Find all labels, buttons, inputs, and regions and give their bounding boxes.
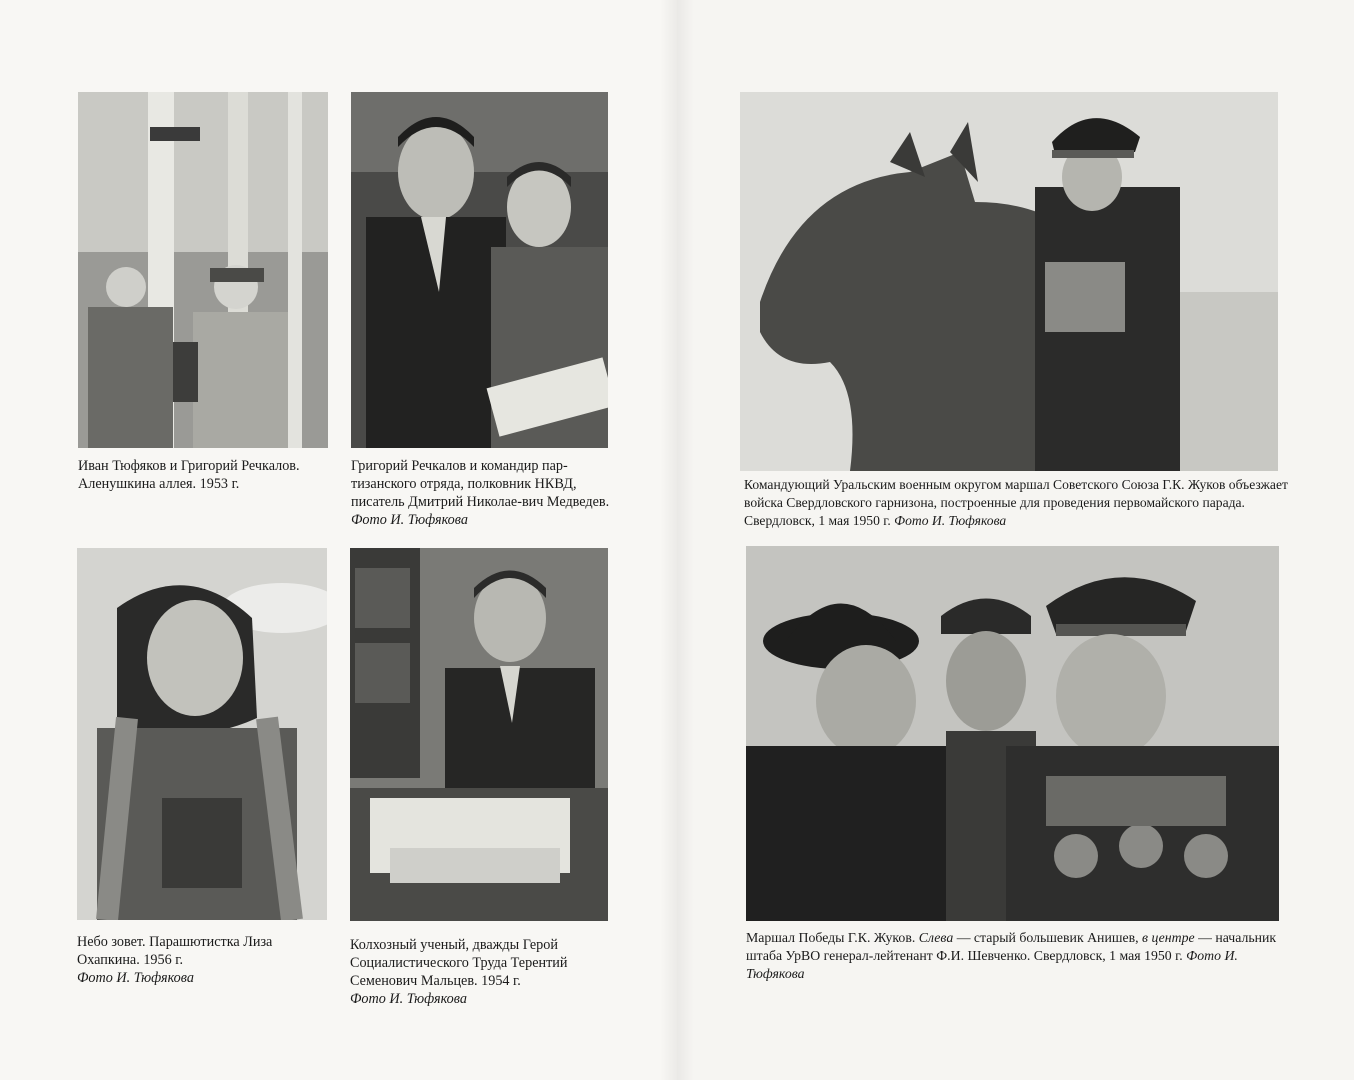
caption-text: Григорий Речкалов и командир пар-тизанского отряда, полковник НКВД, писатель Дмитрий Николае-вич Медведев. [351,458,610,510]
photo-zhukov-horseback [740,92,1278,471]
caption-photo-2 [351,457,621,529]
photo-parachutist-okhapkina [77,548,327,920]
caption-text: Командующий Уральским военным округом маршал Советского Союза Г.К. Жуков объезжает войска Свердловского гарнизона, построенные для проведения первомайского парада. Свердловск, 1 мая 1950 г. [744,477,1288,528]
photo-image [350,548,608,921]
caption-text: Небо зовет. Парашютистка Лиза Охапкина. 1956 г. [77,934,273,968]
caption-text-b: — старый большевик Анишев, [956,930,1139,945]
caption-photo-1 [78,457,338,493]
caption-photo-6 [746,929,1291,983]
caption-photo-3 [744,476,1289,530]
caption-text: Колхозный ученый, дважды Герой Социалистического Труда Терентий Семенович Мальцев. 1954 г. [350,937,568,989]
photo-rechkalov-medvedev [351,92,608,448]
photo-image [78,92,328,448]
photo-credit: Фото И. Тюфякова [77,970,194,986]
caption-text-a: Маршал Победы Г.К. Жуков. [746,930,916,945]
photo-zhukov-anishev-shevchenko [746,546,1279,921]
photo-credit: Фото И. Тюфякова [350,991,467,1007]
caption-text-c: — начальник штаба УрВО генерал-лейтенант Ф.И. Шевченко. Свердловск, 1 мая 1950 г. [746,930,1277,963]
caption-italic-b: в центре [1142,930,1195,945]
photo-maltsev-desk [350,548,608,921]
photo-tyufyakov-rechkalov [78,92,328,448]
caption-text: Иван Тюфяков и Григорий Речкалов. Аленушкина аллея. 1953 г. [78,458,300,492]
photo-image [77,548,327,920]
photo-credit: Фото И. Тюфякова [894,513,1007,528]
photo-credit: Фото И. Тюфякова [746,948,1238,981]
book-gutter [660,0,694,1080]
caption-photo-4 [77,933,337,987]
photo-credit: Фото И. Тюфякова [351,512,468,528]
caption-photo-5 [350,936,620,1008]
photo-image [746,546,1279,921]
photo-image [351,92,608,448]
caption-italic-a: Слева [918,930,954,945]
photo-image [740,92,1278,471]
